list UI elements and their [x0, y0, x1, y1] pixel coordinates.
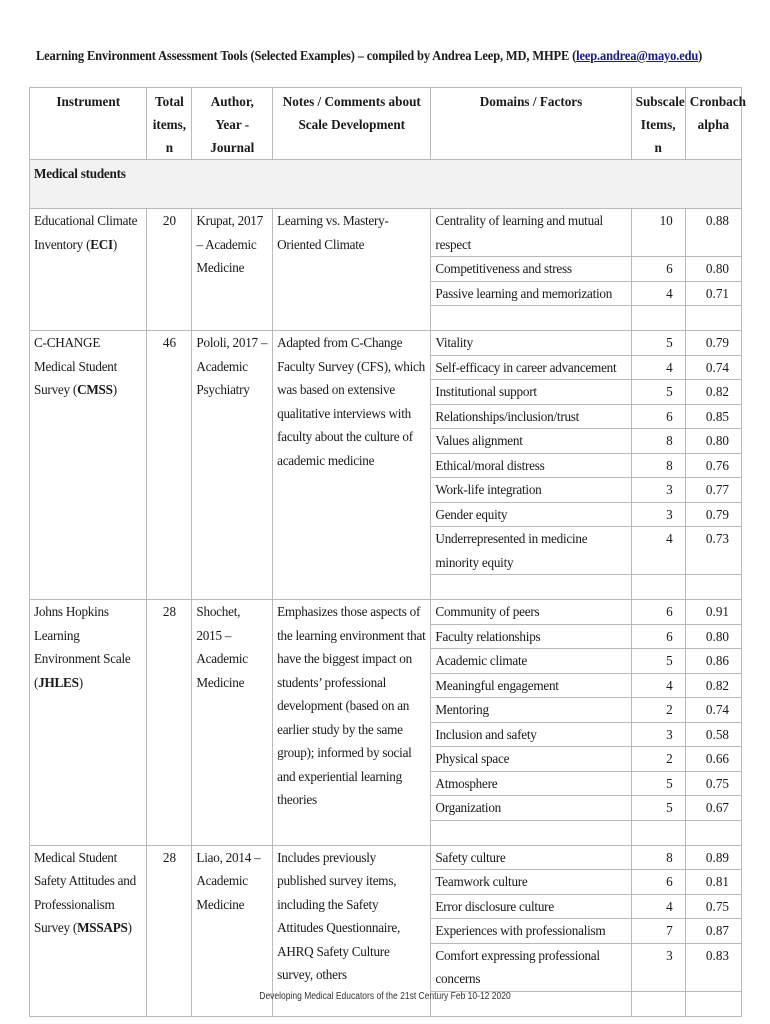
domain-name: Error disclosure culture [431, 894, 631, 919]
instrument-abbreviation: MSSAPS [77, 920, 128, 935]
instrument-name: Johns Hopkins Learning Environment Scale ( [34, 604, 131, 690]
spacer-cell [685, 575, 741, 600]
header-total-items: Total items, n [147, 88, 192, 160]
instrument-cell [30, 600, 147, 846]
cronbach-alpha-value: 0.66 [685, 747, 741, 772]
instrument-abbreviation: ECI [90, 236, 113, 252]
domain-name: Faculty relationships [431, 624, 631, 649]
cronbach-alpha-value: 0.74 [685, 698, 741, 723]
subscale-items-value: 4 [631, 673, 685, 698]
subscale-items-value: 2 [631, 747, 685, 772]
domain-name: Atmosphere [431, 771, 631, 796]
domain-name: Inclusion and safety [431, 722, 631, 747]
instrument-name: C-CHANGE Medical Student Survey ( [34, 335, 118, 397]
cronbach-alpha-value: 0.80 [685, 257, 741, 282]
domain-name: Safety culture [431, 845, 631, 870]
domain-name: Relationships/inclusion/trust [431, 404, 631, 429]
cronbach-alpha-value: 0.58 [685, 722, 741, 747]
subscale-items-value: 5 [631, 331, 685, 356]
cronbach-alpha-value: 0.79 [685, 331, 741, 356]
subscale-items-value: 5 [631, 649, 685, 674]
domain-name: Centrality of learning and mutual respect [431, 209, 631, 257]
cronbach-alpha-value: 0.74 [685, 355, 741, 380]
subscale-items-value: 6 [631, 257, 685, 282]
header-author-year: Author, Year - Journal [192, 88, 273, 160]
subscale-items-value: 8 [631, 845, 685, 870]
domain-name: Work-life integration [431, 478, 631, 503]
subscale-items-value: 4 [631, 281, 685, 306]
cronbach-alpha-value: 0.73 [685, 527, 741, 575]
domain-name: Comfort expressing professional concerns [431, 943, 631, 991]
author-cell: Krupat, 2017 – Academic Medicine [192, 209, 273, 331]
title-text-end: ) [698, 48, 703, 63]
cronbach-alpha-value: 0.80 [685, 624, 741, 649]
subscale-items-value: 7 [631, 919, 685, 944]
subscale-items-value: 4 [631, 355, 685, 380]
author-cell: Liao, 2014 – Academic Medicine [192, 845, 273, 1016]
instrument-name: Educational Climate Inventory ( [34, 213, 138, 252]
cronbach-alpha-value: 0.79 [685, 502, 741, 527]
cronbach-alpha-value: 0.76 [685, 453, 741, 478]
cronbach-alpha-value: 0.75 [685, 771, 741, 796]
domain-name: Teamwork culture [431, 870, 631, 895]
spacer-cell [431, 820, 631, 845]
cronbach-alpha-value: 0.86 [685, 649, 741, 674]
spacer-cell [685, 306, 741, 331]
cronbach-alpha-value: 0.87 [685, 919, 741, 944]
header-domains: Domains / Factors [431, 88, 631, 160]
spacer-cell [631, 820, 685, 845]
domain-row [30, 600, 742, 625]
notes-cell: Learning vs. Mastery-Oriented Climate [273, 209, 431, 331]
section-row [30, 160, 742, 209]
author-cell: Shochet, 2015 – Academic Medicine [192, 600, 273, 846]
domain-row [30, 845, 742, 870]
subscale-items-value: 5 [631, 771, 685, 796]
domain-name: Passive learning and memorization [431, 281, 631, 306]
subscale-items-value: 6 [631, 600, 685, 625]
domain-name: Underrepresented in medicine minority equity [431, 527, 631, 575]
assessment-tools-table [29, 87, 746, 1017]
subscale-items-value: 3 [631, 943, 685, 991]
cronbach-alpha-value: 0.75 [685, 894, 741, 919]
instrument-name-end: ) [127, 920, 132, 935]
spacer-cell [631, 306, 685, 331]
subscale-items-value: 6 [631, 624, 685, 649]
total-items-cell: 20 [147, 209, 192, 331]
cronbach-alpha-value: 0.85 [685, 404, 741, 429]
cronbach-alpha-value: 0.82 [685, 673, 741, 698]
cronbach-alpha-value: 0.88 [685, 209, 741, 257]
subscale-items-value: 5 [631, 380, 685, 405]
subscale-items-value: 5 [631, 796, 685, 821]
domain-row [30, 209, 742, 257]
instrument-abbreviation: JHLES [38, 674, 79, 690]
domain-name: Mentoring [431, 698, 631, 723]
domain-name: Self-efficacy in career advancement [431, 355, 631, 380]
instrument-name-end: ) [78, 674, 83, 690]
cronbach-alpha-value: 0.77 [685, 478, 741, 503]
email-link[interactable]: leep.andrea@mayo.edu [576, 48, 699, 63]
domain-name: Organization [431, 796, 631, 821]
cronbach-alpha-value: 0.83 [685, 943, 741, 991]
cronbach-alpha-value: 0.91 [685, 600, 741, 625]
subscale-items-value: 6 [631, 404, 685, 429]
header-instrument: Instrument [30, 88, 147, 160]
cronbach-alpha-value: 0.80 [685, 429, 741, 454]
domain-row [30, 331, 742, 356]
author-cell: Pololi, 2017 – Academic Psychiatry [192, 331, 273, 600]
domain-name: Experiences with professionalism [431, 919, 631, 944]
notes-cell: Includes previously published survey items, including the Safety Attitudes Questionnaire, AHRQ Safety Culture survey, others [273, 845, 431, 1016]
instrument-name-end: ) [112, 236, 118, 252]
subscale-items-value: 8 [631, 429, 685, 454]
spacer-cell [431, 306, 631, 331]
domain-name: Physical space [431, 747, 631, 772]
header-subscale-items: Subscale Items, n [631, 88, 685, 160]
subscale-items-value: 4 [631, 527, 685, 575]
subscale-items-value: 4 [631, 894, 685, 919]
notes-cell: Emphasizes those aspects of the learning environment that have the biggest impact on students’ professional development (based on an earlier study by the same group); informed by social and experiential learning theories [273, 600, 431, 846]
header-row [30, 88, 742, 160]
title-text: Learning Environment Assessment Tools (Selected Examples) – compiled by Andrea Leep, MD, MHPE ( [36, 48, 577, 63]
cronbach-alpha-value: 0.89 [685, 845, 741, 870]
total-items-cell: 28 [147, 600, 192, 846]
domain-name: Institutional support [431, 380, 631, 405]
domain-name: Competitiveness and stress [431, 257, 631, 282]
spacer-cell [431, 575, 631, 600]
notes-cell: Adapted from C-Change Faculty Survey (CFS), which was based on extensive qualitative interviews with faculty about the culture of academic medicine [273, 331, 431, 600]
domain-name: Academic climate [431, 649, 631, 674]
cronbach-alpha-value: 0.81 [685, 870, 741, 895]
domain-name: Ethical/moral distress [431, 453, 631, 478]
header-notes: Notes / Comments about Scale Development [273, 88, 431, 160]
spacer-cell [685, 820, 741, 845]
instrument-cell [30, 209, 147, 331]
instrument-abbreviation: CMSS [77, 382, 113, 397]
domain-name: Meaningful engagement [431, 673, 631, 698]
subscale-items-value: 2 [631, 698, 685, 723]
subscale-items-value: 3 [631, 722, 685, 747]
instrument-name: Medical Student Safety Attitudes and Professionalism Survey ( [34, 849, 136, 935]
subscale-items-value: 6 [631, 870, 685, 895]
domain-name: Vitality [431, 331, 631, 356]
domain-name: Values alignment [431, 429, 631, 454]
domain-name: Gender equity [431, 502, 631, 527]
total-items-cell: 46 [147, 331, 192, 600]
document-title [36, 48, 706, 64]
cronbach-alpha-value: 0.71 [685, 281, 741, 306]
page-footer: Developing Medical Educators of the 21st Century Feb 10-12 2020 [259, 991, 511, 1002]
subscale-items-value: 10 [631, 209, 685, 257]
subscale-items-value: 3 [631, 478, 685, 503]
subscale-items-value: 3 [631, 502, 685, 527]
cronbach-alpha-value: 0.82 [685, 380, 741, 405]
section-title: Medical students [30, 160, 742, 209]
domain-name: Community of peers [431, 600, 631, 625]
instrument-name-end: ) [112, 382, 117, 397]
cronbach-alpha-value: 0.67 [685, 796, 741, 821]
header-cronbach-alpha: Cronbach alpha [685, 88, 741, 160]
spacer-cell [631, 575, 685, 600]
subscale-items-value: 8 [631, 453, 685, 478]
instrument-cell [30, 331, 147, 600]
total-items-cell: 28 [147, 845, 192, 1016]
